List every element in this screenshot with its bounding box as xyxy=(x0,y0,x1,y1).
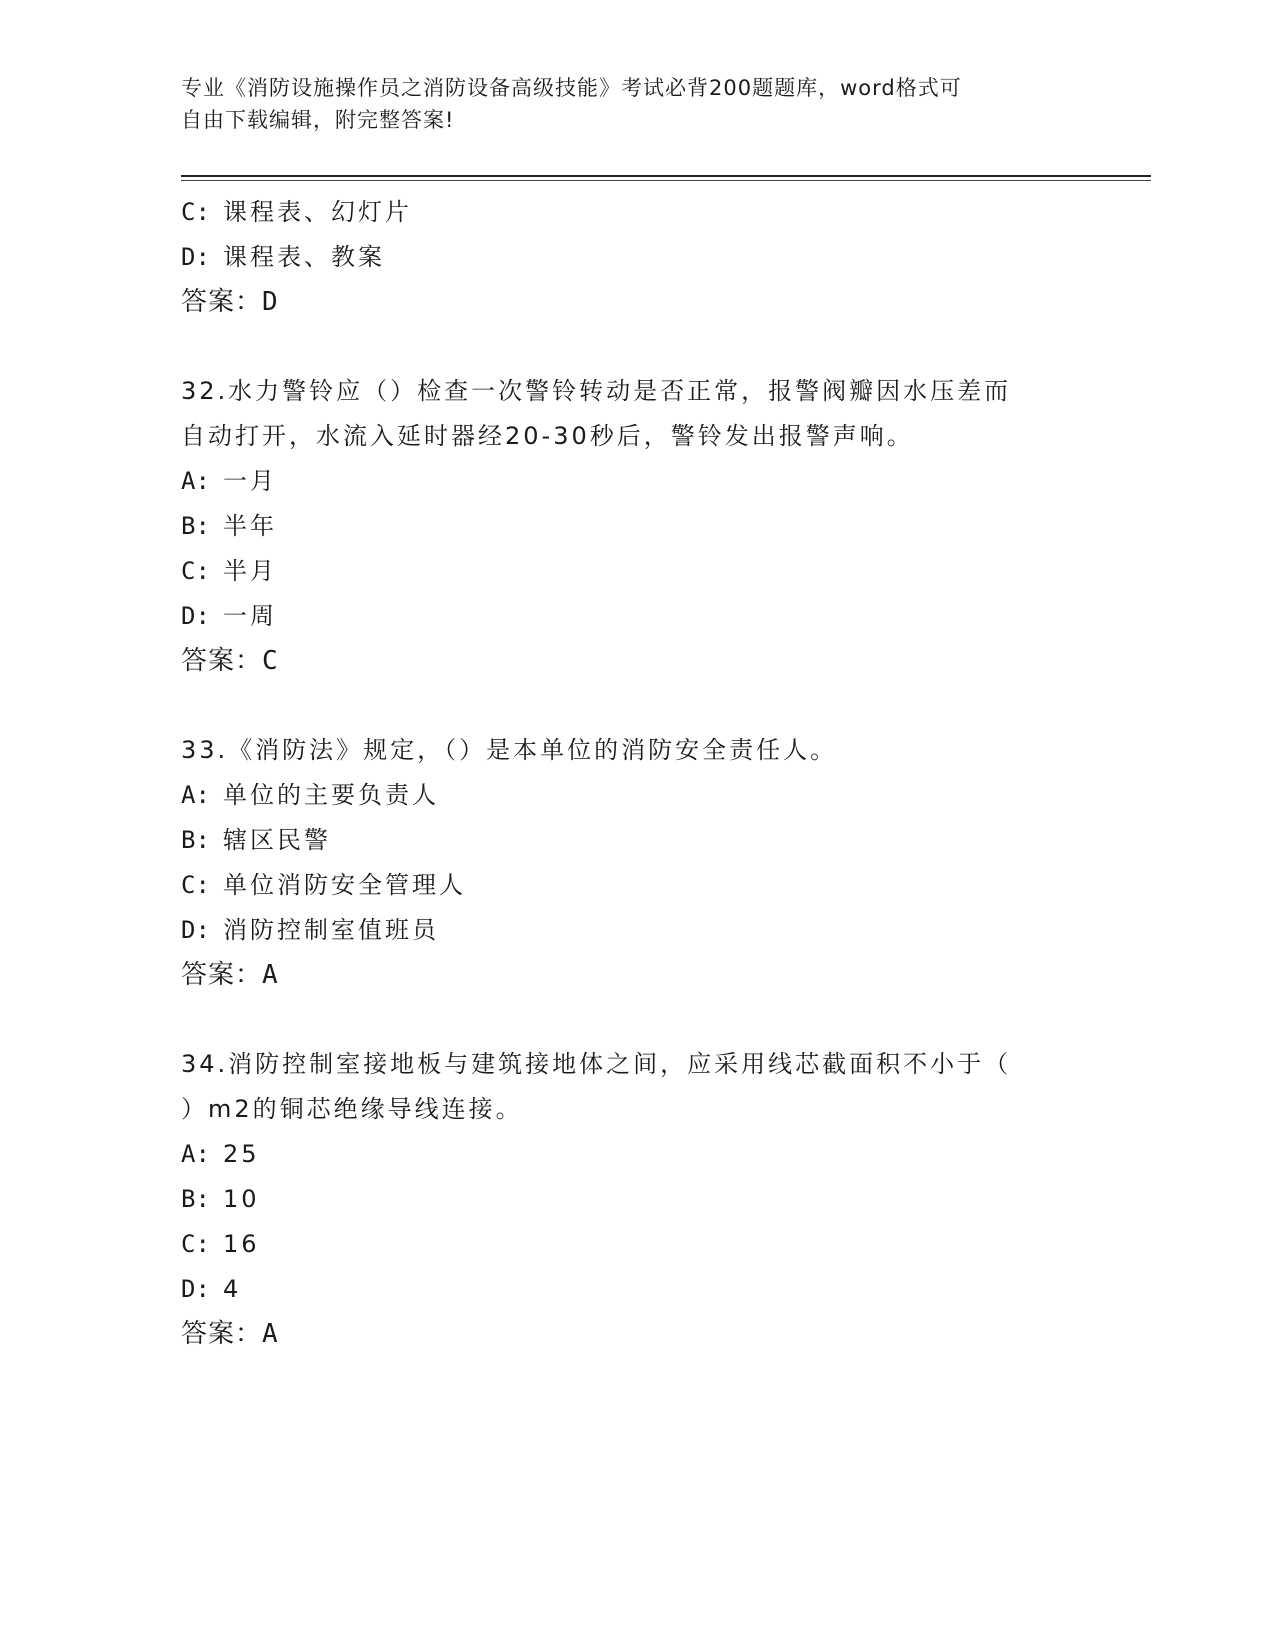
option-a xyxy=(181,1132,1081,1177)
option-letter: C: xyxy=(181,198,210,226)
option-text: 消防控制室值班员 xyxy=(223,916,439,944)
answer-value: C xyxy=(262,646,279,676)
option-text: 半月 xyxy=(223,557,277,585)
option-letter: A: xyxy=(181,467,210,495)
option-text: 一周 xyxy=(223,602,277,630)
option-text: 16 xyxy=(223,1230,260,1258)
option-c xyxy=(181,1222,1081,1267)
question-32 xyxy=(181,369,1081,684)
question-stem: 自动打开，水流入延时器经20-30秒后，警铃发出报警声响。 xyxy=(181,422,914,450)
option-text: 半年 xyxy=(223,512,277,540)
question-33 xyxy=(181,728,1081,998)
option-text: 课程表、教案 xyxy=(223,243,385,271)
option-letter: D: xyxy=(181,916,210,944)
header-line-1: 专业《消防设施操作员之消防设备高级技能》考试必背200题题库，word格式可 xyxy=(181,76,962,100)
header-line-2: 自由下载编辑，附完整答案! xyxy=(181,108,455,132)
option-text: 10 xyxy=(223,1185,260,1213)
option-b xyxy=(181,818,1081,863)
answer-value: A xyxy=(262,960,279,990)
option-letter: C: xyxy=(181,1230,210,1258)
question-list xyxy=(181,190,1081,1357)
option-letter: C: xyxy=(181,871,210,899)
answer-label: 答案： xyxy=(181,960,263,990)
option-letter: A: xyxy=(181,781,210,809)
question-stem: ）m2的铜芯绝缘导线连接。 xyxy=(181,1095,523,1123)
option-c xyxy=(181,190,1081,235)
option-b xyxy=(181,1177,1081,1222)
option-b xyxy=(181,504,1081,549)
option-text: 课程表、幻灯片 xyxy=(223,198,412,226)
option-text: 辖区民警 xyxy=(223,826,331,854)
option-text: 一月 xyxy=(223,467,277,495)
answer-label: 答案： xyxy=(181,1319,263,1349)
option-text: 4 xyxy=(223,1275,242,1303)
option-letter: D: xyxy=(181,602,210,630)
question-stem: 32.水力警铃应（）检查一次警铃转动是否正常，报警阀瓣因水压差而 xyxy=(181,377,1012,405)
page-header xyxy=(181,72,1061,136)
option-text: 单位的主要负责人 xyxy=(223,781,439,809)
answer-label: 答案： xyxy=(181,287,263,317)
previous-question-tail xyxy=(181,190,1081,325)
answer-value: D xyxy=(262,287,279,317)
answer-label: 答案： xyxy=(181,646,263,676)
option-text: 单位消防安全管理人 xyxy=(223,871,466,899)
option-d xyxy=(181,908,1081,953)
option-c xyxy=(181,549,1081,594)
header-rule-thick xyxy=(181,175,1151,177)
answer-value: A xyxy=(262,1319,279,1349)
option-d xyxy=(181,594,1081,639)
question-stem: 34.消防控制室接地板与建筑接地体之间，应采用线芯截面积不小于（ xyxy=(181,1050,1012,1078)
answer-line xyxy=(181,953,1081,998)
option-letter: A: xyxy=(181,1140,210,1168)
option-letter: B: xyxy=(181,1185,210,1213)
option-a xyxy=(181,459,1081,504)
option-d xyxy=(181,235,1081,280)
header-rule-thin xyxy=(181,180,1151,181)
option-letter: D: xyxy=(181,243,210,271)
option-letter: B: xyxy=(181,512,210,540)
option-d xyxy=(181,1267,1081,1312)
answer-line xyxy=(181,639,1081,684)
option-a xyxy=(181,773,1081,818)
option-letter: D: xyxy=(181,1275,210,1303)
option-text: 25 xyxy=(223,1140,260,1168)
question-34 xyxy=(181,1042,1081,1357)
answer-line xyxy=(181,1312,1081,1357)
option-c xyxy=(181,863,1081,908)
option-letter: C: xyxy=(181,557,210,585)
question-stem: 33.《消防法》规定，（）是本单位的消防安全责任人。 xyxy=(181,736,838,764)
answer-line xyxy=(181,280,1081,325)
option-letter: B: xyxy=(181,826,210,854)
